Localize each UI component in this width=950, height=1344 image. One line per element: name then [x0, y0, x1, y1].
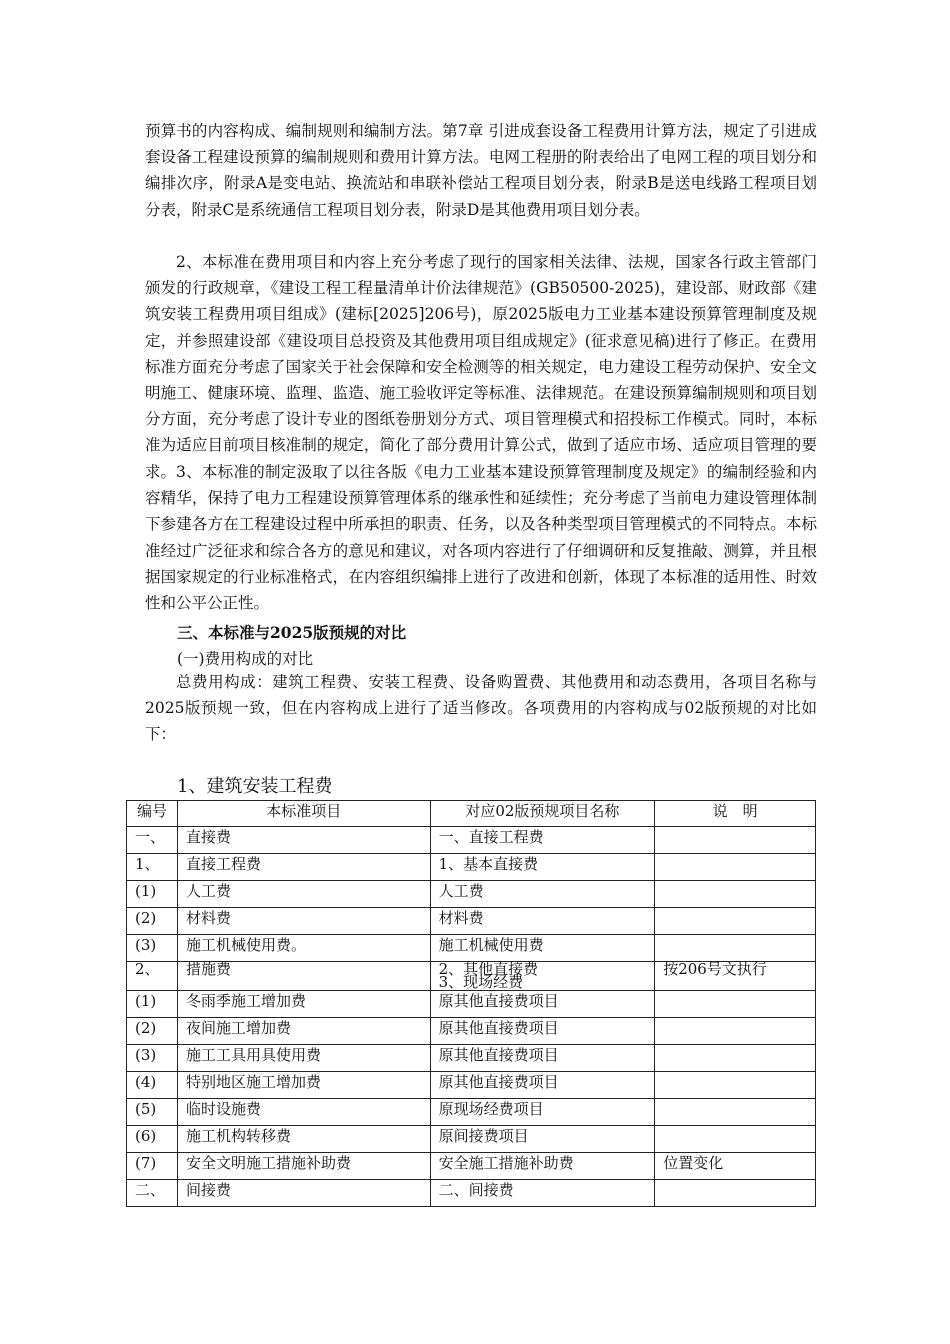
cell-standard-item: 安全文明施工措施补助费 — [177, 1153, 430, 1180]
cell-note — [655, 881, 816, 908]
cell-02-item: 原其他直接费项目 — [430, 1018, 655, 1045]
cell-number: 一、 — [127, 827, 178, 854]
cell-note — [655, 827, 816, 854]
cell-02-item: 二、间接费 — [430, 1180, 655, 1207]
cell-note — [655, 1045, 816, 1072]
table-row — [127, 1099, 816, 1126]
header-number: 编号 — [127, 801, 178, 827]
cell-standard-item: 人工费 — [177, 881, 430, 908]
cell-standard-item: 特别地区施工增加费 — [177, 1072, 430, 1099]
cell-note: 按206号文执行 — [655, 962, 816, 991]
cell-standard-item: 施工机械使用费。 — [177, 935, 430, 962]
summary-paragraph: 总费用构成：建筑工程费、安装工程费、设备购置费、其他费用和动态费用，各项目名称与2025版预规一致，但在内容构成上进行了适当修改。各项费用的内容构成与02版预规的对比如下： — [145, 673, 817, 744]
table-row — [127, 1072, 816, 1099]
subsection-heading: (一)费用构成的对比 — [177, 650, 314, 668]
cell-number: 2、 — [127, 962, 178, 991]
table-row — [127, 1153, 816, 1180]
table-row — [127, 1126, 816, 1153]
cell-number: (3) — [127, 935, 178, 962]
cell-standard-item: 冬雨季施工增加费 — [177, 991, 430, 1018]
cell-02-item: 原间接费项目 — [430, 1126, 655, 1153]
table-row — [127, 1045, 816, 1072]
cell-number: (5) — [127, 1099, 178, 1126]
cell-02-item: 原其他直接费项目 — [430, 1045, 655, 1072]
cell-note — [655, 935, 816, 962]
paragraph-item-3: 3、本标准的制定汲取了以往各版《电力工业基本建设预算管理制度及规定》的编制经验和内容精华，保持了电力工程建设预算管理体系的继承性和延续性；充分考虑了当前电力建设管理体制下参建各方在工程建设过程中所承担的职责、任务，以及各种类型项目管理模式的不同特点。本标准经过广泛征求和综合各方的意见和建议，对各项内容进行了仔细调研和反复推敲、测算，并且根据国家规定的行业标准格式，在内容组织编排上进行了改进和创新，体现了本标准的适用性、时效性和公平公正性。 — [145, 463, 817, 613]
cell-number: (3) — [127, 1045, 178, 1072]
header-02-item: 对应02版预规项目名称 — [430, 801, 655, 827]
cell-02-item-line1: 2、其他直接费 — [438, 960, 539, 978]
cell-note — [655, 908, 816, 935]
cell-02-item: 人工费 — [430, 881, 655, 908]
cell-02-item — [430, 962, 655, 991]
cell-number: (2) — [127, 1018, 178, 1045]
cell-standard-item: 施工机构转移费 — [177, 1126, 430, 1153]
cell-standard-item: 施工工具用具使用费 — [177, 1045, 430, 1072]
table-header-row — [127, 801, 816, 827]
cell-standard-item: 材料费 — [177, 908, 430, 935]
table-row — [127, 881, 816, 908]
cell-standard-item: 临时设施费 — [177, 1099, 430, 1126]
header-standard-item: 本标准项目 — [177, 801, 430, 827]
cell-note — [655, 854, 816, 881]
table-row — [127, 1180, 816, 1207]
cell-02-item: 原现场经费项目 — [430, 1099, 655, 1126]
cell-02-item: 原其他直接费项目 — [430, 1072, 655, 1099]
cell-number: (1) — [127, 881, 178, 908]
cell-note — [655, 1018, 816, 1045]
table-row — [127, 962, 816, 991]
cell-number: (1) — [127, 991, 178, 1018]
table-row — [127, 991, 816, 1018]
cell-02-item-line2: 3、现场经费 — [438, 973, 524, 991]
table-row — [127, 908, 816, 935]
cell-standard-item: 措施费 — [177, 962, 430, 991]
section-heading: 三、本标准与2025版预规的对比 — [177, 623, 407, 642]
cell-number: 二、 — [127, 1180, 178, 1207]
cell-02-item: 安全施工措施补助费 — [430, 1153, 655, 1180]
cell-02-item: 施工机械使用费 — [430, 935, 655, 962]
cell-02-item: 1、基本直接费 — [430, 854, 655, 881]
cell-number: (2) — [127, 908, 178, 935]
paragraph-item-2: 2、本标准在费用项目和内容上充分考虑了现行的国家相关法律、法规，国家各行政主管部门颁发的行政规章，《建设工程工程量清单计价法律规范》(GB50500-2025)，建设部、财政部《建筑安装工程费用项目组成》(建标[2025]206号)，原2025版电力工业基本建设预算管理制度及规定，并参照建设部《建设项目总投资及其他费用项目组成规定》(征求意见稿)进行了修正。在费用标准方面充分考虑了国家关于社会保障和安全检测等的相关规定，电力建设工程劳动保护、安全文明施工、健康环境、监理、监造、施工验收评定等标准、法律规范。在建设预算编制规则和项目划分方面，充分考虑了设计专业的图纸卷册划分方式、项目管理模式和招投标工作模式。同时，本标准为适应目前项目核准制的规定，简化了部分费用计算公式，做到了适应市场、适应项目管理的要求。 — [145, 253, 817, 481]
cell-number: 1、 — [127, 854, 178, 881]
table-row — [127, 854, 816, 881]
cell-standard-item: 直接工程费 — [177, 854, 430, 881]
table-row — [127, 935, 816, 962]
cell-standard-item: 夜间施工增加费 — [177, 1018, 430, 1045]
cell-02-item: 一、直接工程费 — [430, 827, 655, 854]
cell-note — [655, 1099, 816, 1126]
paragraph-intro: 预算书的内容构成、编制规则和编制方法。第7章 引进成套设备工程费用计算方法，规定了引进成套设备工程建设预算的编制规则和费用计算方法。电网工程册的附表给出了电网工程的项目划分和编排次序，附录A是变电站、换流站和串联补偿站工程项目划分表，附录B是送电线路工程项目划分表，附录C是系统通信工程项目划分表，附录D是其他费用项目划分表。 — [145, 122, 817, 219]
cell-note — [655, 1180, 816, 1207]
table-caption: 1、建筑安装工程费 — [177, 776, 333, 797]
cell-note: 位置变化 — [655, 1153, 816, 1180]
cell-number: (6) — [127, 1126, 178, 1153]
cell-note — [655, 1072, 816, 1099]
table-row — [127, 1018, 816, 1045]
cell-02-item: 原其他直接费项目 — [430, 991, 655, 1018]
header-note: 说 明 — [655, 801, 816, 827]
cell-standard-item: 直接费 — [177, 827, 430, 854]
cost-comparison-table — [126, 800, 816, 1207]
cell-note — [655, 991, 816, 1018]
cell-note — [655, 1126, 816, 1153]
cell-02-item: 材料费 — [430, 908, 655, 935]
cell-number: (4) — [127, 1072, 178, 1099]
table-row — [127, 827, 816, 854]
cell-standard-item: 间接费 — [177, 1180, 430, 1207]
cell-number: (7) — [127, 1153, 178, 1180]
